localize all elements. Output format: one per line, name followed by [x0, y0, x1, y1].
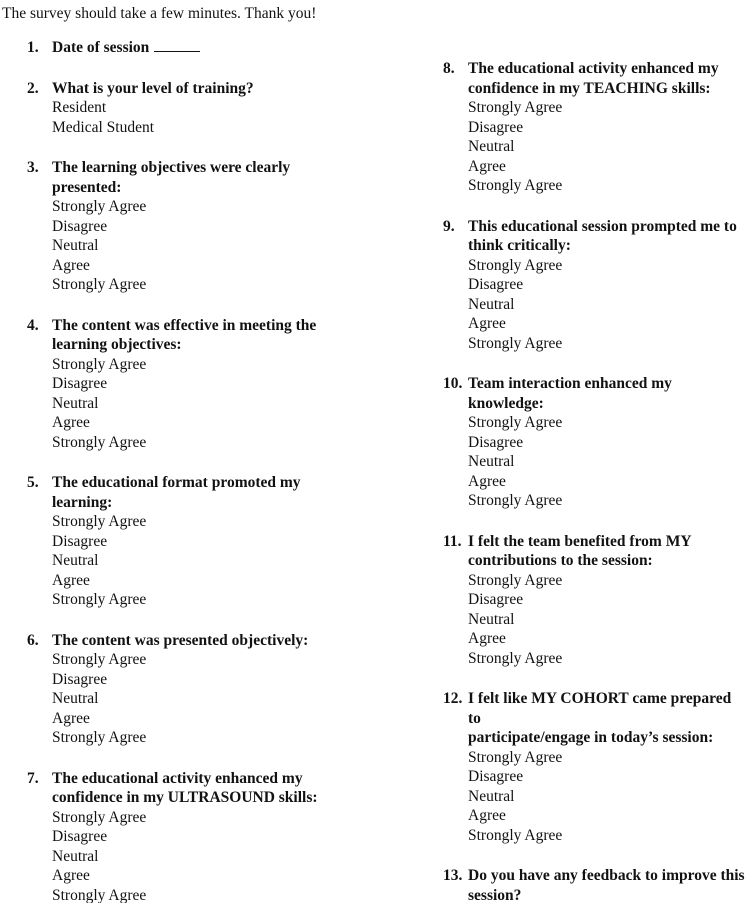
intro-text: The survey should take a few minutes. Thank you! — [2, 5, 317, 22]
question-body — [52, 473, 377, 610]
option-item: Strongly Agree — [52, 355, 147, 373]
option-item: Disagree — [468, 591, 524, 608]
option-item: Neutral — [468, 453, 515, 470]
question-title: The educational activity enhanced my confidence in my ULTRASOUND skills: — [52, 769, 318, 806]
left-column — [27, 38, 377, 903]
option-item: Agree — [468, 630, 506, 647]
option-item: Strongly Agree — [468, 649, 563, 667]
question-title: This educational session prompted me to think critically: — [468, 217, 737, 254]
question-number: 1. — [27, 39, 39, 56]
option-item: Strongly Agree — [52, 433, 147, 451]
option-list — [52, 512, 377, 610]
question-title: Do you have any feedback to improve this session? — [468, 867, 745, 903]
option-item: Disagree — [52, 217, 108, 235]
question-title: The educational activity enhanced my confidence in my TEACHING skills: — [468, 60, 719, 97]
question-title: What is your level of training? — [52, 79, 254, 97]
question-item — [443, 866, 745, 903]
option-item: Disagree — [52, 375, 108, 392]
question-item — [27, 316, 377, 453]
option-item: Strongly Agree — [52, 651, 147, 668]
option-item: Agree — [52, 709, 90, 727]
option-item: Strongly Agree — [468, 334, 563, 352]
question-number: 4. — [27, 316, 39, 334]
option-item: Resident — [52, 99, 107, 116]
option-item: Strongly Agree — [52, 886, 147, 903]
option-item: Strongly Agree — [52, 729, 147, 746]
option-list — [468, 571, 745, 669]
option-item: Neutral — [52, 394, 99, 412]
question-title: The content was presented objectively: — [52, 631, 309, 649]
option-item: Disagree — [52, 828, 108, 845]
option-item: Strongly Agree — [468, 571, 563, 589]
question-title: Team interaction enhanced my knowledge: — [468, 375, 672, 412]
option-item: Agree — [52, 414, 90, 431]
question-number: 5. — [27, 474, 39, 491]
option-item: Strongly Agree — [52, 276, 147, 293]
question-title: The learning objectives were clearly presented: — [52, 159, 291, 196]
option-item: Agree — [468, 315, 506, 332]
question-body — [468, 689, 745, 845]
question-body — [52, 631, 377, 748]
question-item — [27, 38, 377, 58]
question-body — [52, 79, 377, 138]
option-item: Neutral — [468, 787, 515, 805]
option-item: Neutral — [468, 138, 515, 155]
question-body — [468, 374, 745, 511]
question-number: 11. — [443, 532, 462, 550]
option-item: Strongly Agree — [52, 198, 147, 215]
option-item: Agree — [468, 472, 506, 490]
option-item: Strongly Agree — [468, 492, 563, 509]
option-list — [52, 650, 377, 748]
option-item: Strongly Agree — [468, 99, 563, 116]
question-body — [468, 217, 745, 354]
option-list — [468, 256, 745, 354]
option-item: Strongly Agree — [468, 748, 563, 766]
question-body — [468, 532, 745, 669]
option-item: Strongly Agree — [52, 513, 147, 530]
option-item: Strongly Agree — [52, 591, 147, 608]
question-body — [52, 38, 377, 58]
option-item: Neutral — [52, 847, 99, 865]
question-number: 3. — [27, 159, 39, 176]
option-item: Neutral — [52, 237, 99, 254]
question-title: The educational format promoted my learning: — [52, 474, 301, 511]
question-item — [27, 631, 377, 748]
option-item: Disagree — [52, 532, 108, 550]
question-number: 10. — [443, 375, 463, 392]
option-item: Neutral — [468, 295, 515, 313]
option-list — [468, 748, 745, 846]
option-item: Neutral — [52, 552, 99, 569]
question-number: 6. — [27, 631, 39, 649]
option-list — [468, 413, 745, 511]
question-number: 9. — [443, 217, 455, 235]
question-body — [52, 158, 377, 295]
option-list — [52, 98, 377, 137]
question-number: 7. — [27, 769, 39, 787]
question-number: 8. — [443, 60, 455, 77]
option-item: Disagree — [468, 768, 524, 785]
option-item: Neutral — [468, 610, 515, 628]
option-list — [52, 355, 377, 453]
option-item: Disagree — [468, 276, 524, 293]
option-list — [468, 98, 745, 196]
question-body — [52, 316, 377, 453]
option-item: Strongly Agree — [468, 256, 563, 274]
question-item — [443, 59, 745, 196]
question-title: The content was effective in meeting the learning objectives: — [52, 316, 317, 353]
blank-line — [154, 38, 200, 52]
option-item: Agree — [52, 867, 90, 884]
option-item: Neutral — [52, 690, 99, 707]
option-item: Disagree — [468, 433, 524, 451]
question-title: I felt the team benefited from MY contributions to the session: — [468, 532, 692, 569]
question-item — [27, 473, 377, 610]
option-item: Strongly Agree — [468, 826, 563, 844]
question-number: 2. — [27, 79, 39, 97]
question-number: 12. — [443, 690, 463, 707]
question-item — [443, 532, 745, 669]
option-item: Strongly Agree — [52, 808, 147, 826]
question-number: 13. — [443, 867, 463, 884]
option-item: Medical Student — [52, 118, 155, 136]
question-item — [443, 689, 745, 845]
option-list — [52, 197, 377, 295]
question-title: Date of session — [52, 38, 377, 58]
option-item: Agree — [468, 807, 506, 824]
right-column — [443, 59, 745, 903]
question-item — [27, 158, 377, 295]
question-body — [468, 59, 745, 196]
question-item — [27, 79, 377, 138]
question-title: I felt like MY COHORT came prepared to participate/engage in today’s session: — [468, 690, 732, 746]
option-list — [52, 808, 377, 903]
option-item: Disagree — [468, 118, 524, 136]
option-item: Strongly Agree — [468, 414, 563, 431]
option-item: Agree — [52, 571, 90, 589]
option-item: Strongly Agree — [468, 177, 563, 194]
question-item — [443, 217, 745, 354]
question-item — [443, 374, 745, 511]
question-item — [27, 769, 377, 903]
question-body — [52, 769, 377, 903]
option-item: Agree — [52, 256, 90, 274]
option-item: Agree — [468, 157, 506, 175]
question-body — [468, 866, 745, 903]
option-item: Disagree — [52, 670, 108, 688]
